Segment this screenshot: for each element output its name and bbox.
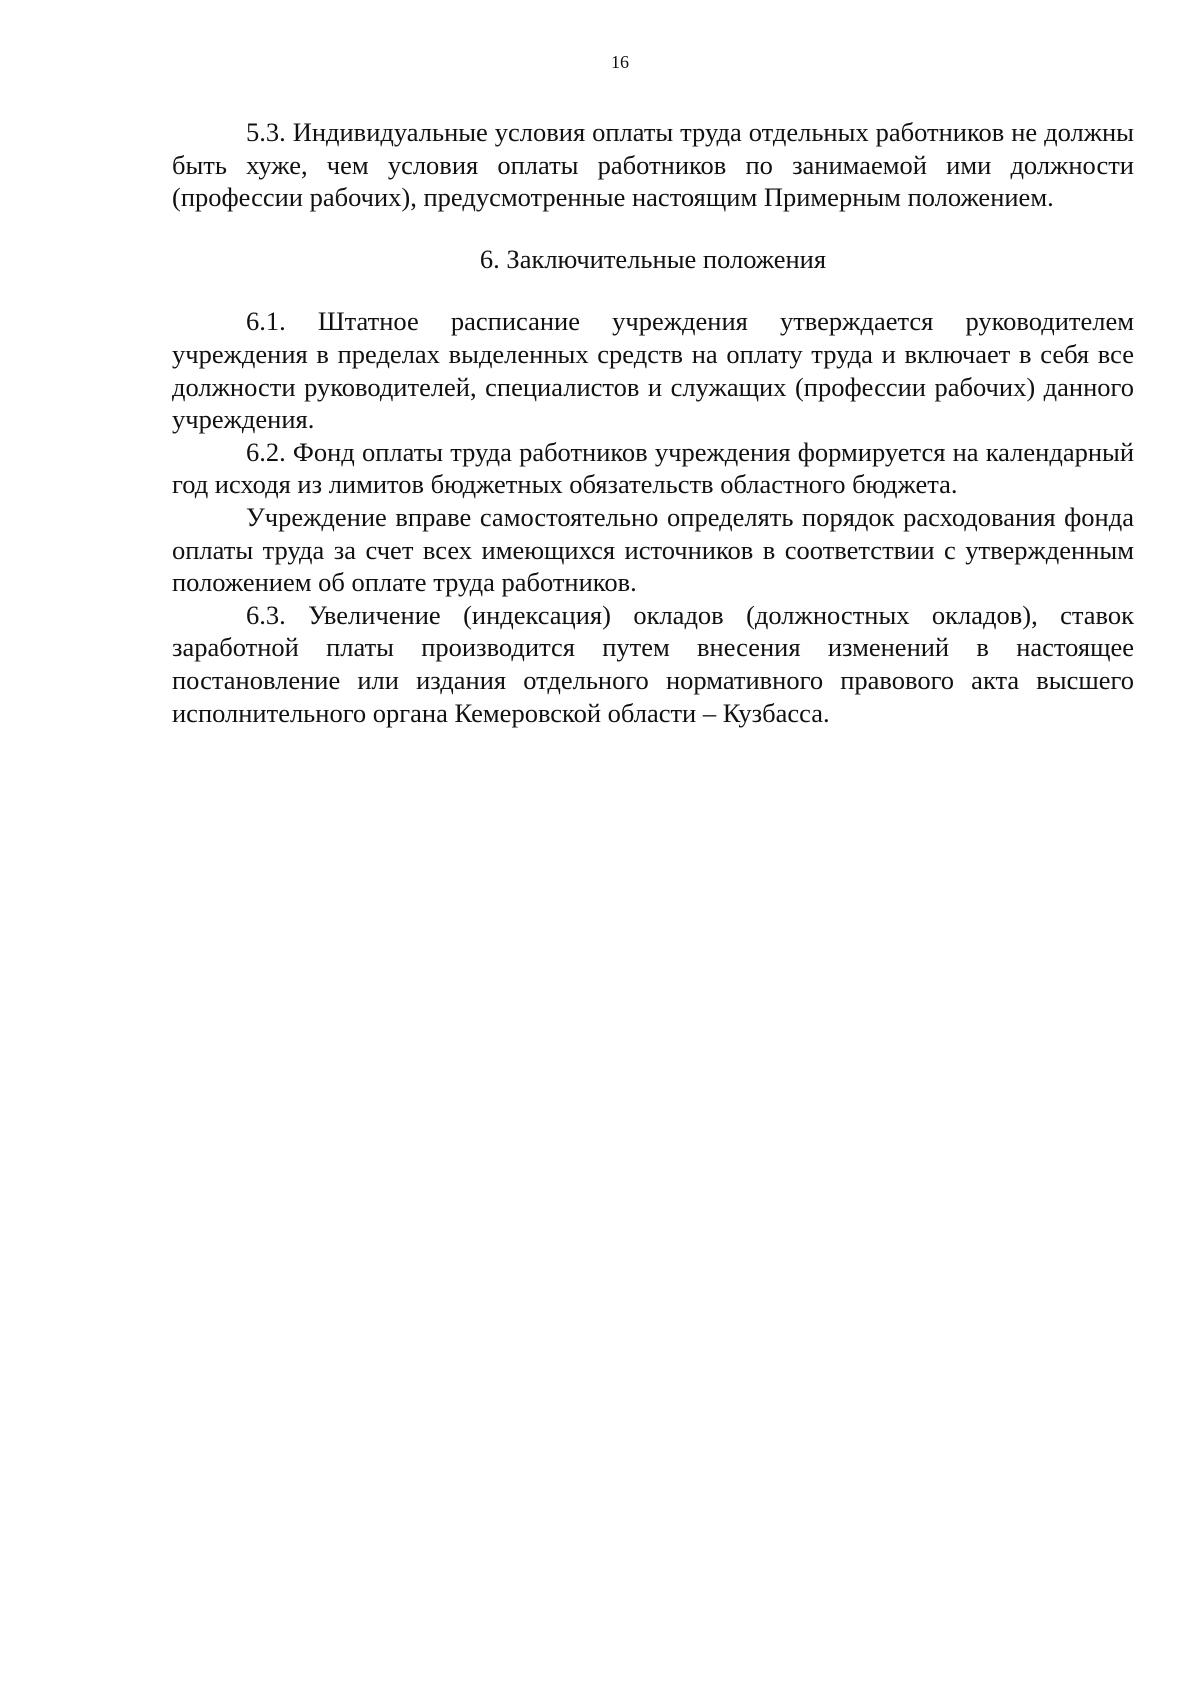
paragraph-6-2: 6.2. Фонд оплаты труда работников учреждения формируется на календарный год исходя из лимитов бюджетных обязательств областного бюджета. — [172, 436, 1134, 500]
section-heading: 6. Заключительные положения — [479, 243, 827, 274]
page-number: 16 — [611, 52, 629, 72]
paragraph-6-1: 6.1. Штатное расписание учреждения утверждается руководителем учреждения в пределах выделенных средств на оплату труда и включает в себя все должности руководителей, специалистов и служащих (профессии рабочих) данного учреждения. — [172, 306, 1134, 435]
paragraph-5-3: 5.3. Индивидуальные условия оплаты труда отдельных работников не должны быть хуже, чем условия оплаты работников по занимаемой ими должности (профессии рабочих), предусмотренные настоящим Примерным положением. — [172, 117, 1134, 213]
paragraph-6-2-continued: Учреждение вправе самостоятельно определять порядок расходования фонда оплаты труда за счет всех имеющихся источников в соответствии с утвержденным положением об оплате труда работников. — [172, 501, 1134, 598]
document-body — [172, 116, 1134, 729]
paragraph-6-3: 6.3. Увеличение (индексация) окладов (должностных окладов), ставок заработной платы производится путем внесения изменений в настоящее постановление или издания отдельного нормативного правового акта высшего исполнительного органа Кемеровской области – Кузбасса. — [172, 599, 1134, 728]
